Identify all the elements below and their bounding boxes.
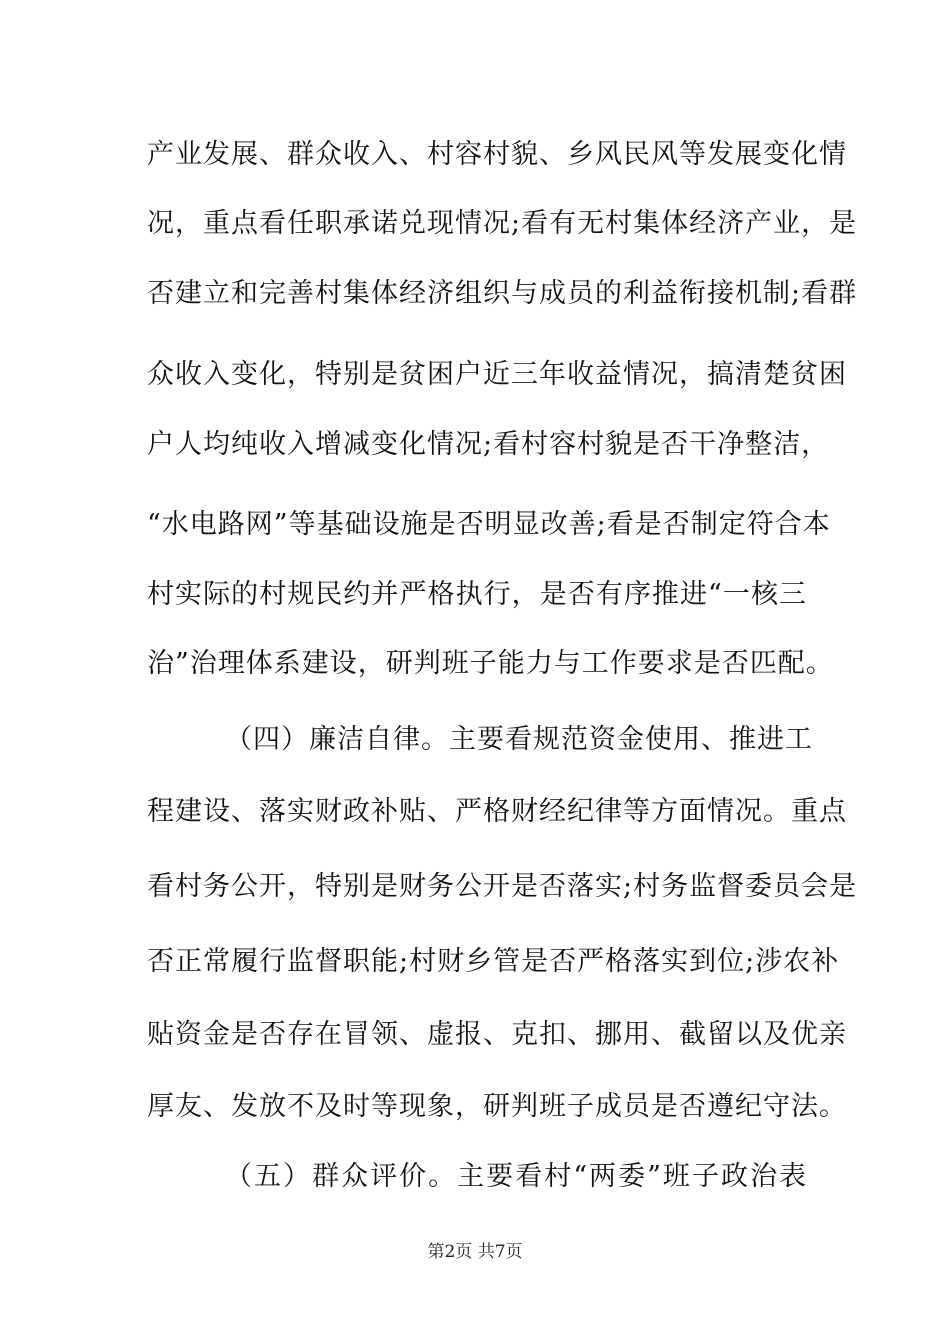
text-line: 否建立和完善村集体经济组织与成员的利益衔接机制;看群 bbox=[147, 278, 858, 309]
text-line: 贴资金是否存在冒领、虚报、克扣、挪用、截留以及优亲 bbox=[147, 1019, 847, 1050]
text-line: 程建设、落实财政补贴、严格财经纪律等方面情况。重点 bbox=[147, 796, 847, 827]
page-number-footer: 第2页 共7页 bbox=[427, 1242, 523, 1262]
text-line: 否正常履行监督职能;村财乡管是否严格落实到位;涉农补 bbox=[147, 946, 840, 977]
text-line: 村实际的村规民约并严格执行，是否有序推进“一核三 bbox=[147, 579, 807, 610]
text-line: 众收入变化，特别是贫困户近三年收益情况，搞清楚贫困 bbox=[147, 359, 847, 390]
text-line: 户人均纯收入增减变化情况;看村容村貌是否干净整洁， bbox=[147, 429, 830, 460]
text-line: “水电路网”等基础设施是否明显改善;看是否制定符合本 bbox=[147, 509, 831, 540]
text-line: 况，重点看任职承诺兑现情况;看有无村集体经济产业，是 bbox=[147, 208, 858, 239]
text-line: 产业发展、群众收入、村容村貌、乡风民风等发展变化情 bbox=[147, 139, 847, 170]
text-line: 治”治理体系建设，研判班子能力与工作要求是否匹配。 bbox=[147, 648, 834, 679]
paragraph-heading-line: （五）群众评价。主要看村“两委”班子政治表 bbox=[225, 1161, 807, 1192]
text-line: 看村务公开，特别是财务公开是否落实;村务监督委员会是 bbox=[147, 871, 858, 902]
paragraph-heading-line: （四）廉洁自律。主要看规范资金使用、推进工 bbox=[225, 724, 813, 755]
text-line: 厚友、发放不及时等现象，研判班子成员是否遵纪守法。 bbox=[147, 1091, 847, 1122]
